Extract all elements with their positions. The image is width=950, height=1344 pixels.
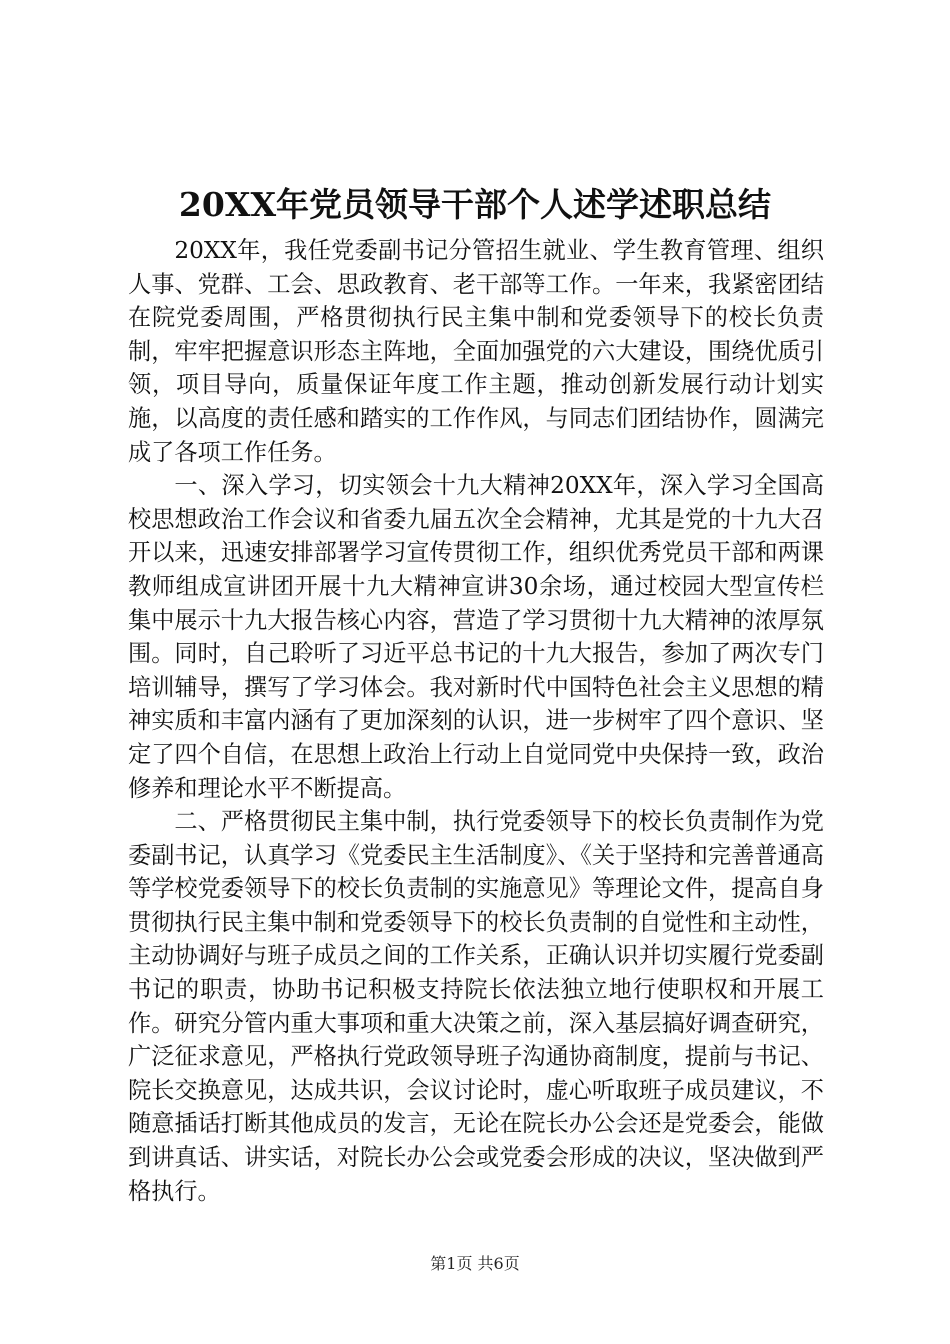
page-number-footer: 第1页 共6页: [430, 1254, 520, 1273]
document-body: [128, 234, 824, 1208]
paragraph-section-two: 二、严格贯彻民主集中制，执行党委领导下的校长负责制作为党委副书记，认真学习《党委民主生活制度》、《关于坚持和完善普通高等学校党委领导下的校长负责制的实施意见》等理论文件，提高自身贯彻执行民主集中制和党委领导下的校长负责制的自觉性和主动性，主动协调好与班子成员之间的工作关系，正确认识并切实履行党委副书记的职责，协助书记积极支持院长依法独立地行使职权和开展工作。研究分管内重大事项和重大决策之前，深入基层搞好调查研究，广泛征求意见，严格执行党政领导班子沟通协商制度，提前与书记、院长交换意见，达成共识，会议讨论时，虚心听取班子成员建议，不随意插话打断其他成员的发言，无论在院长办公会还是党委会，能做到讲真话、讲实话，对院长办公会或党委会形成的决议，坚决做到严格执行。: [128, 808, 824, 1205]
paragraph-intro: 20XX年，我任党委副书记分管招生就业、学生教育管理、组织人事、党群、工会、思政教育、老干部等工作。一年来，我紧密团结在院党委周围，严格贯彻执行民主集中制和党委领导下的校长负责制，牢牢把握意识形态主阵地，全面加强党的六大建设，围绕优质引领，项目导向，质量保证年度工作主题，推动创新发展行动计划实施，以高度的责任感和踏实的工作作风，与同志们团结协作，圆满完成了各项工作任务。: [128, 237, 824, 466]
paragraph-section-one: 一、深入学习，切实领会十九大精神20XX年，深入学习全国高校思想政治工作会议和省委九届五次全会精神，尤其是党的十九大召开以来，迅速安排部署学习宣传贯彻工作，组织优秀党员干部和两课教师组成宣讲团开展十九大精神宣讲30余场，通过校园大型宣传栏集中展示十九大报告核心内容，营造了学习贯彻十九大精神的浓厚氛围。同时，自己聆听了习近平总书记的十九大报告，参加了两次专门培训辅导，撰写了学习体会。我对新时代中国特色社会主义思想的精神实质和丰富内涵有了更加深刻的认识，进一步树牢了四个意识、坚定了四个自信，在思想上政治上行动上自觉同党中央保持一致，政治修养和理论水平不断提高。: [128, 472, 824, 802]
page-title: 20XX年党员领导干部个人述学述职总结: [178, 185, 772, 224]
